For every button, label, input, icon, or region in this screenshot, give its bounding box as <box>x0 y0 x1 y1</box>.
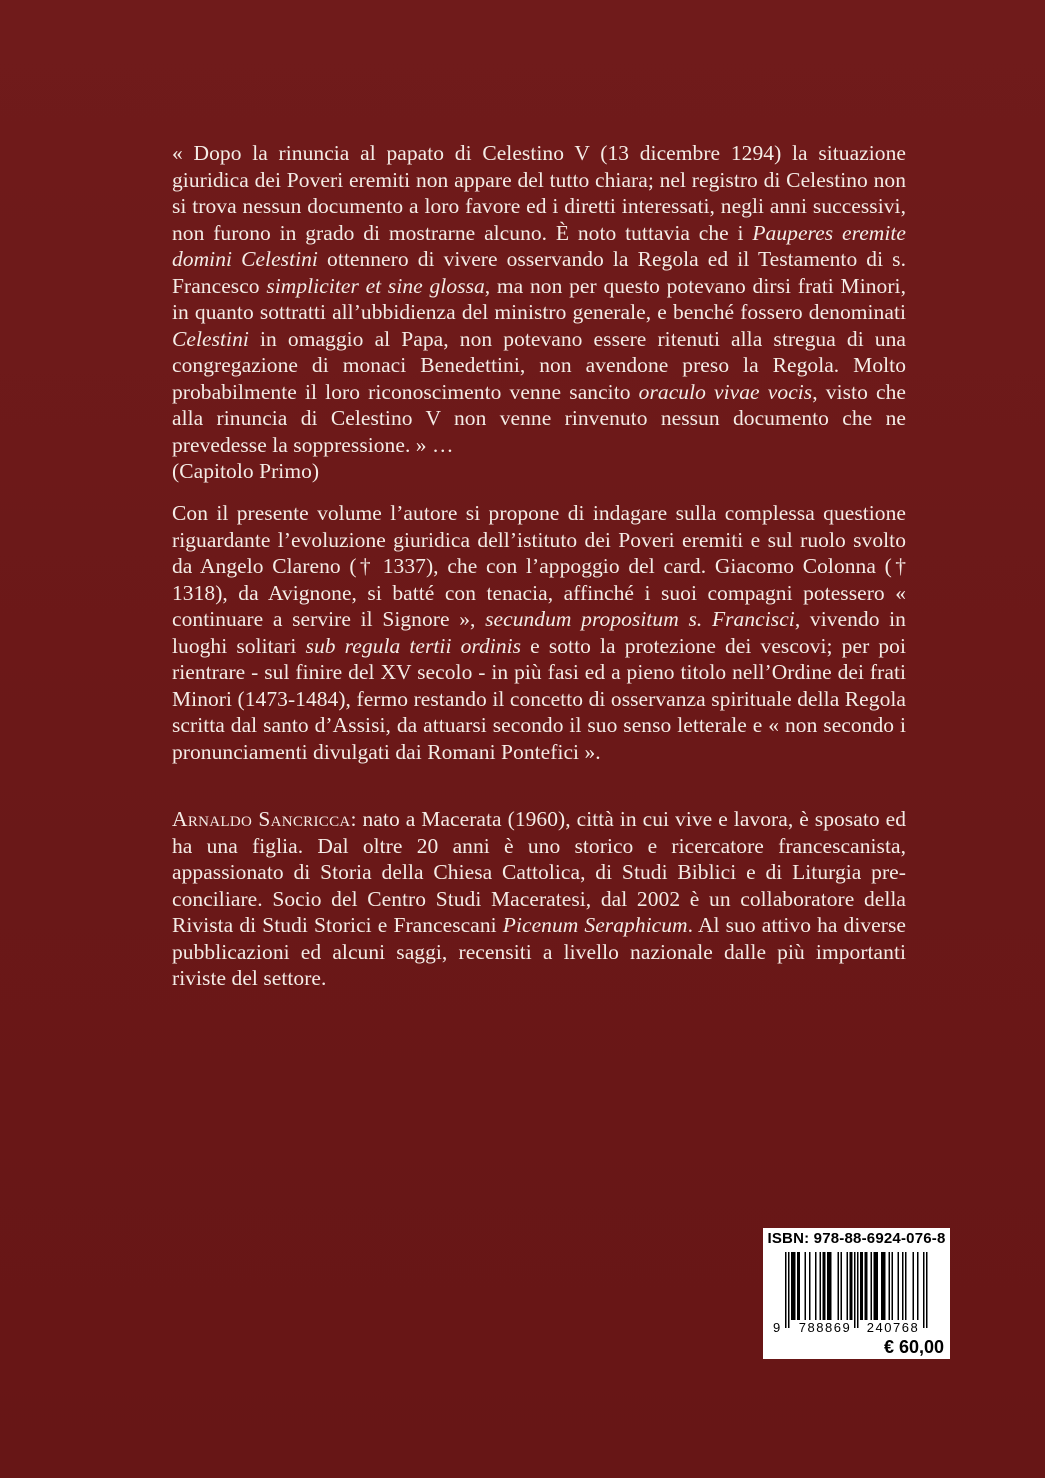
barcode-bar <box>799 1252 801 1320</box>
barcode-bar <box>913 1252 915 1320</box>
barcode-bar <box>865 1252 867 1320</box>
author-text-1: : nato a Macerata (1960), città in cui vive e lavora, è sposato ed ha una figlia. Dal oltre 20 anni è uno storico e ricercatore francescanista, appassionato di Storia della Chiesa Cattolica, di Studi Biblici e di Liturgia pre-conciliare. Socio del Centro Studi Maceratesi, dal 2002 è un collaboratore della Rivista di Studi Storici e Francescani <box>172 807 907 937</box>
barcode-digit-first: 9 <box>773 1320 781 1335</box>
barcode-bar <box>883 1252 885 1320</box>
barcode-bar <box>877 1252 879 1320</box>
quote-text-4: in omaggio al Papa, non potevano essere ritenuti alla stregua di una congregazione di monaci Benedettini, non avendone preso la Regola. Molto probabilmente il loro riconoscimento venne sancito <box>172 326 906 404</box>
barcode-bar <box>793 1252 795 1320</box>
barcode-bar <box>815 1252 817 1320</box>
barcode-bar <box>866 1252 868 1320</box>
barcode-bar <box>838 1252 840 1320</box>
barcode-bar <box>797 1252 799 1320</box>
quote-text-5: , visto che alla rinuncia di Celestino V non venne rinvenuto nessun documento che ne prevedesse la soppressione. » … <box>172 379 906 457</box>
barcode-bar <box>862 1252 864 1320</box>
barcode-bar <box>851 1252 853 1320</box>
author-italic-1: Picenum Seraphicum <box>502 913 688 937</box>
barcode-bar <box>871 1252 873 1320</box>
author-name: Arnaldo Sancricca <box>172 807 351 831</box>
barcode-bar <box>854 1252 856 1328</box>
barcode-bar <box>829 1252 831 1320</box>
summary-paragraph <box>172 500 906 765</box>
barcode-bar <box>788 1252 790 1328</box>
barcode-bar <box>794 1252 796 1320</box>
summary-italic-1: secundum propositum s. Francisci <box>485 607 795 631</box>
quote-source: (Capitolo Primo) <box>172 459 320 483</box>
author-text-2: . Al suo attivo ha diverse pubblicazioni ed alcuni saggi, recensiti a livello nazionale dalle più importanti riviste del settore. <box>172 913 906 990</box>
barcode-bar <box>889 1252 891 1320</box>
ean-barcode <box>771 1250 942 1335</box>
quote-paragraph <box>172 140 906 485</box>
barcode-bar <box>824 1252 826 1320</box>
quote-text-2: ottennero di vivere osservando la Regola ed il Testamento di s. Francesco <box>172 247 907 298</box>
barcode-bar <box>874 1252 876 1320</box>
barcode-bar <box>823 1252 825 1320</box>
barcode-bar <box>841 1252 843 1320</box>
quote-text-3: , ma non per questo potevano dirsi frati Minori, in quanto sottratti all’ubbidienza del ministro generale, e benché fossero denominati <box>172 273 906 324</box>
barcode-bar <box>785 1252 787 1328</box>
barcode-label <box>763 1228 950 1359</box>
barcode-bar <box>847 1252 849 1320</box>
barcode-digits-right: 240768 <box>866 1320 920 1335</box>
barcode-bar <box>860 1252 862 1320</box>
barcode-bar <box>898 1252 900 1320</box>
price-label: € 60,00 <box>883 1337 944 1357</box>
isbn-text: ISBN: 978-88-6924-076-8 <box>767 1230 946 1247</box>
summary-text-3: e sotto la protezione dei vescovi; per poi rientrare - sul finire del XV secolo - in più fasi ed a pieno titolo nell’Ordine dei frati Minori (1473-1484), fermo restando il concetto di osservanza spirituale della Regola scritta dal santo d’Assisi, da attuarsi secondo il suo senso letterale e « non secondo i pronunciamenti divulgati dai Romani Pontefici ». <box>172 633 906 764</box>
barcode-bar <box>827 1252 829 1320</box>
barcode-bar <box>791 1252 793 1320</box>
quote-italic-3: Celestini <box>172 326 249 351</box>
barcode-bar <box>850 1252 852 1320</box>
barcode-bar <box>830 1252 832 1320</box>
barcode-bar <box>857 1252 859 1328</box>
barcode-bar <box>917 1252 919 1320</box>
summary-text-2: , vivendo in luoghi solitari <box>172 607 906 658</box>
quote-italic-4: oraculo vivae vocis <box>638 379 813 404</box>
summary-italic-2: sub regula tertii ordinis <box>305 633 522 658</box>
barcode-bar <box>923 1252 925 1328</box>
author-bio-paragraph <box>172 806 906 992</box>
barcode-bar <box>805 1252 807 1320</box>
barcode-bar <box>902 1252 904 1320</box>
quote-italic-2: simpliciter et sine glossa <box>266 273 485 298</box>
barcode-bar <box>892 1252 894 1320</box>
barcode-bar <box>809 1252 811 1320</box>
quote-italic-1: Pauperes eremite domini Celestini <box>172 220 906 271</box>
barcode-bar <box>905 1252 907 1320</box>
barcode-digits-left: 788869 <box>798 1320 852 1335</box>
barcode-bar <box>875 1252 877 1320</box>
quote-text-1: « Dopo la rinuncia al papato di Celestino V (13 dicembre 1294) la situazione giuridica dei Poveri eremiti non appare del tutto chiara; nel registro di Celestino non si trova nessun documento a loro favore ed i diretti interessati, negli anni successivi, non furono in grado di mostrarne alcuno. È noto tuttavia che i <box>172 141 906 245</box>
summary-text-1: Con il presente volume l’autore si propone di indagare sulla complessa questione riguardante l’evoluzione giuridica dell’istituto dei Poveri eremiti e sul ruolo svolto da Angelo Clareno († 1337), che con l’appoggio del card. Giacomo Colonna († 1318), da Avignone, si batté con tenacia, affinché i suoi compagni potessero « continuare a servire il Signore », <box>172 501 906 631</box>
barcode-bar <box>881 1252 883 1320</box>
barcode-bar <box>884 1252 886 1320</box>
barcode-bar <box>820 1252 822 1320</box>
barcode-bar <box>926 1252 928 1328</box>
